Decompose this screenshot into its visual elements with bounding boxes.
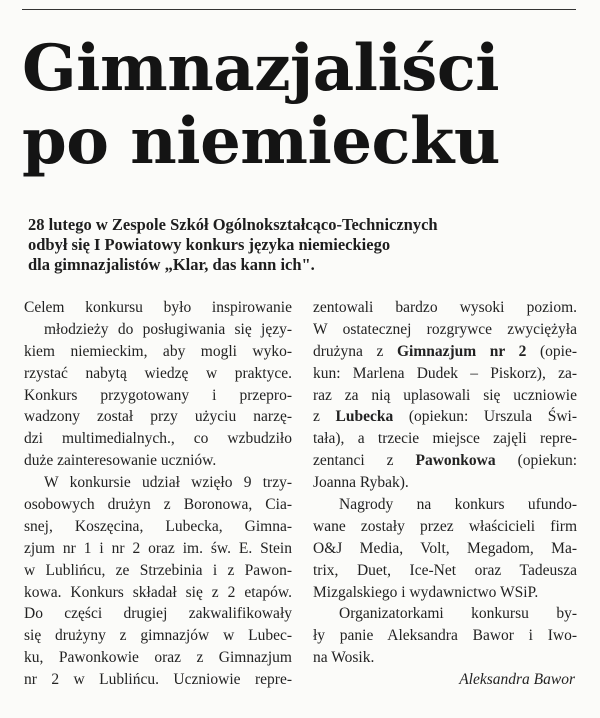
- article-headline: [22, 32, 582, 178]
- article-lead: [28, 215, 588, 275]
- school-name-bold: Pawonkowa: [415, 452, 496, 470]
- body-line: Joanna Rybak).: [313, 474, 409, 492]
- body-line: trix, Duet, Ice-Net oraz Tadeusza: [313, 561, 577, 579]
- body-line: rzystać nabytą wiedzę w praktyce.: [24, 364, 292, 382]
- text: z: [313, 408, 336, 426]
- body-line: osobowych drużyn z Boronowa, Cia-: [24, 496, 292, 514]
- body-line: O&J Media, Volt, Megadom, Ma-: [313, 539, 577, 557]
- text: (opie-: [526, 342, 577, 360]
- body-line: Celem konkursu było inspirowanie: [24, 299, 292, 316]
- headline-line-2: po niemiecku: [22, 104, 500, 179]
- text: zentanci z: [313, 452, 416, 470]
- right-column: [313, 297, 577, 691]
- body-line: Nagrody na konkurs ufundo-: [339, 496, 577, 514]
- body-line: W ostatecznej rozgrywce zwyciężyła: [313, 320, 577, 338]
- school-name-bold: Gimnazjum nr 2: [397, 342, 527, 360]
- body-line: Mizgalskiego i wydawnictwo WSiP.: [313, 583, 539, 601]
- lead-line: dla gimnazjalistów „Klar, das kann ich".: [28, 255, 315, 274]
- body-line: wane zostały przez właścicieli firm: [313, 517, 577, 535]
- body-line: na Wosik.: [313, 649, 375, 667]
- body-line: zentowali bardzo wysoki poziom.: [313, 299, 577, 316]
- body-line: Konkurs przygotowany i przepro-: [24, 386, 292, 404]
- lead-line: odbył się I Powiatowy konkurs języka niemieckiego: [28, 235, 391, 254]
- body-line: nr 2 w Lublińcu. Uczniowie repre-: [24, 671, 292, 689]
- text: drużyna z: [313, 342, 397, 360]
- headline-line-1: Gimnazjaliści: [22, 31, 500, 106]
- body-line: ły panie Aleksandra Bawor i Iwo-: [313, 627, 577, 645]
- body-line: [313, 341, 577, 363]
- body-line: młodzieży do posługiwania się języ-: [44, 320, 292, 338]
- body-line: się drużyny z gimnazjów w Lubec-: [24, 627, 292, 645]
- body-line: w Lublińcu, ze Strzebinia i z Pawon-: [24, 561, 292, 579]
- body-line: [313, 450, 577, 472]
- body-line: Do części drugiej zakwalifikowały: [24, 605, 292, 623]
- body-line: kiem niemieckim, aby mogli wyko-: [24, 342, 292, 360]
- body-line: dzi multimedialnych., co wzbudziło: [24, 430, 292, 448]
- body-line: kun: Marlena Dudek – Piskorz), za-: [313, 364, 577, 382]
- body-line: duże zainteresowanie uczniów.: [24, 452, 217, 470]
- text: (opiekun:: [495, 452, 578, 470]
- body-line: W konkursie udział wzięło 9 trzy-: [44, 474, 292, 492]
- lead-line: 28 lutego w Zespole Szkół Ogólnokształcąco-Technicznych: [28, 215, 438, 234]
- author-signature: Aleksandra Bawor: [459, 671, 575, 689]
- body-line: snej, Koszęcina, Lubecka, Gimna-: [24, 517, 292, 535]
- left-column: [24, 297, 292, 691]
- body-line: Organizatorkami konkursu by-: [339, 605, 577, 623]
- body-line: tała), a trzecie miejsce zajęli repre-: [313, 430, 577, 448]
- school-name-bold: Lubecka: [335, 408, 394, 426]
- text: (opiekun: Urszula Świ-: [393, 408, 577, 426]
- body-line: ku, Pawonkowie oraz z Gimnazjum: [24, 649, 292, 667]
- body-line: zjum nr 1 i nr 2 oraz im. św. E. Stein: [24, 539, 292, 557]
- top-rule: [22, 9, 576, 10]
- body-line: raz za nią uplasowali się uczniowie: [313, 386, 577, 404]
- body-line: kowa. Konkurs składał się z 2 etapów.: [24, 583, 292, 601]
- body-line: [313, 406, 577, 428]
- body-line: wadzony został przy użyciu narzę-: [24, 408, 292, 426]
